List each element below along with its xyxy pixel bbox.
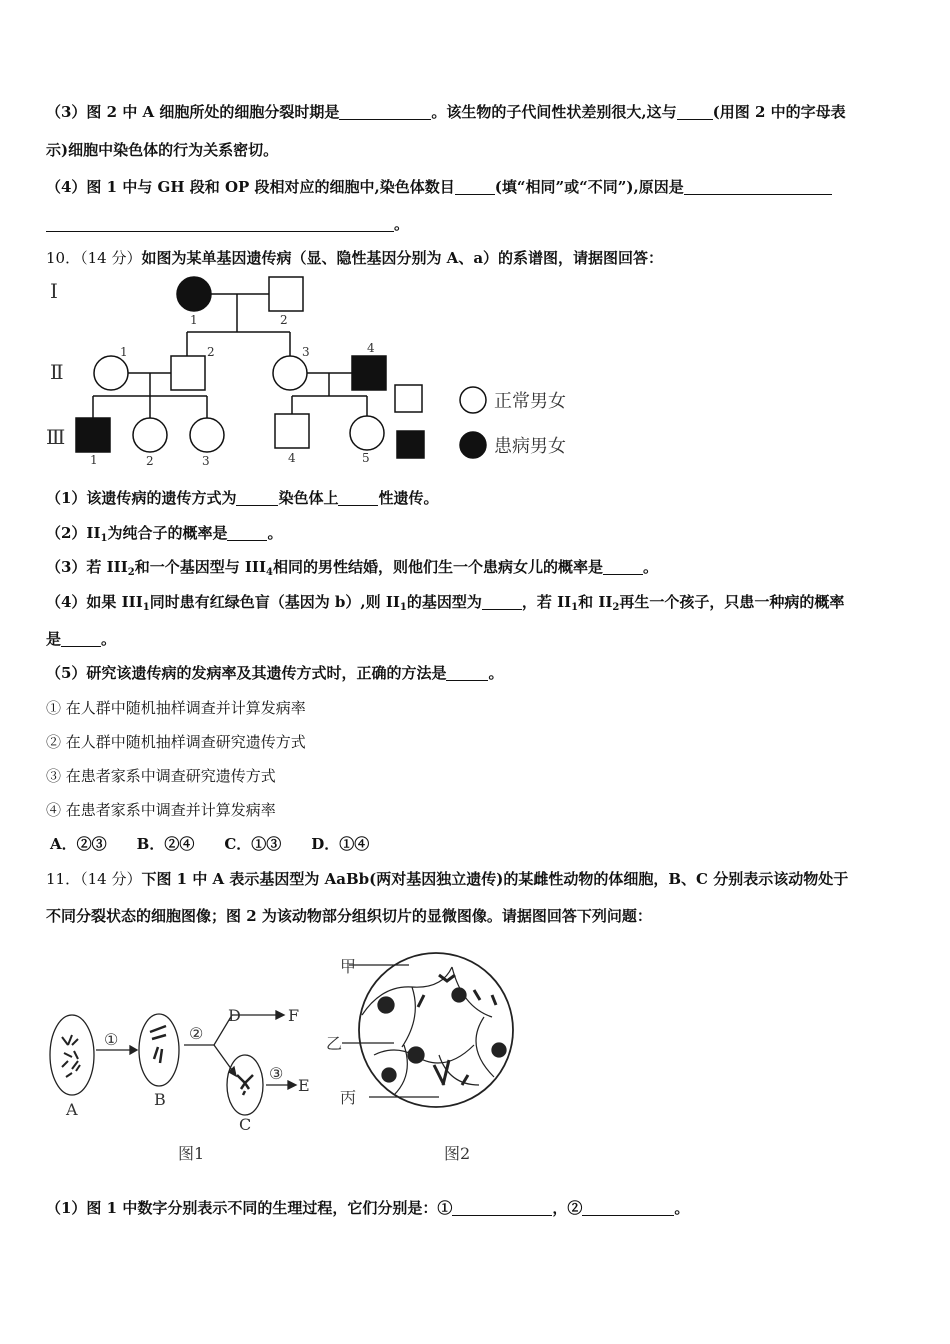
- step-2-label: ②: [189, 1024, 204, 1043]
- cell-nucleus: [378, 997, 394, 1013]
- answer-blank[interactable]: [236, 490, 278, 506]
- generation-label-I: Ⅰ: [50, 279, 58, 303]
- label-F: F: [288, 1006, 300, 1025]
- q10-5-end: 。: [488, 664, 504, 682]
- q10-4-line2: [46, 628, 116, 649]
- q9-3-line2: [46, 139, 278, 160]
- subscript: 1: [100, 533, 108, 544]
- arrow-to-C: [214, 1045, 232, 1070]
- legend-normal-label: 正常男女: [494, 391, 566, 412]
- answer-blank[interactable]: [677, 104, 713, 120]
- figure-1-caption: 图1: [178, 1144, 205, 1163]
- q10-1-text-a: （1）该遗传病的遗传方式为: [46, 489, 237, 507]
- q11-stem-text: 下图 1 中 A 表示基因型为 AaBb(两对基因独立遗传)的某雌性动物的体细胞，B、C 分别表示该动物处于: [141, 870, 849, 888]
- cell-A-chromosomes: [62, 1035, 80, 1077]
- q11-stem-line2: 不同分裂状态的细胞图像；图 2 为该动物部分组织切片的显微图像。请据图回答下列问题：: [46, 907, 652, 925]
- arrowhead: [276, 1011, 284, 1019]
- option-2: ② 在人群中随机抽样调查研究遗传方式: [46, 733, 306, 751]
- individual-number: 1: [120, 345, 128, 359]
- q9-4-text-c: 。: [394, 215, 410, 233]
- subscript: 2: [127, 567, 135, 578]
- pedigree-III3-normal-female: [190, 418, 224, 452]
- step-3-label: ③: [269, 1064, 284, 1083]
- cell-C-chromosomes: [237, 1075, 253, 1095]
- answer-blank[interactable]: [482, 594, 522, 610]
- q10-stem: [46, 247, 663, 268]
- subscript: 1: [571, 602, 579, 613]
- answer-blank[interactable]: [61, 631, 101, 647]
- individual-number: 4: [367, 341, 375, 355]
- label-jia: 甲: [340, 957, 357, 976]
- answer-blank[interactable]: [684, 179, 832, 195]
- individual-number: 4: [288, 451, 296, 465]
- individual-number: 3: [202, 454, 210, 468]
- label-B: B: [154, 1090, 166, 1109]
- answer-blank[interactable]: [227, 525, 267, 541]
- subscript: 1: [399, 602, 407, 613]
- q10-4-text-e: 和 II: [578, 593, 613, 611]
- answer-blank[interactable]: [339, 104, 431, 120]
- q11-1: [46, 1197, 689, 1218]
- pedigree-III1-affected-male: [76, 418, 110, 452]
- pedigree-I2-normal-male: [269, 277, 303, 311]
- q10-5: [46, 662, 503, 683]
- choice-list[interactable]: A．②③ B．②④ C．①③ D．①④: [50, 835, 370, 853]
- pedigree-III5-normal-female: [350, 416, 384, 450]
- microscope-field: [359, 953, 513, 1107]
- answer-blank[interactable]: [338, 490, 378, 506]
- legend-affected-male: [397, 431, 424, 458]
- q9-3-text-d: 示)细胞中染色体的行为关系密切。: [46, 141, 279, 159]
- q10-4-line1: [46, 591, 844, 613]
- q11-1-text-a: （1）图 1 中数字分别表示不同的生理过程，它们分别是：①: [46, 1199, 453, 1217]
- answer-blank[interactable]: [455, 179, 495, 195]
- cell-A: [50, 1015, 94, 1095]
- individual-number: 5: [362, 451, 370, 465]
- q11-stem: [46, 868, 848, 889]
- cell-nucleus: [492, 1043, 506, 1057]
- q10-2: [46, 522, 282, 544]
- answer-blank[interactable]: [582, 1200, 674, 1216]
- q10-4-text-c: 的基因型为: [406, 593, 482, 611]
- q9-3-text-b: 。该生物的子代间性状差别很大,这与: [431, 103, 677, 121]
- q10-4-text-h: 。: [101, 630, 117, 648]
- q10-4-text-a: （4）如果 III: [46, 593, 143, 611]
- pedigree-II2-normal-male: [171, 356, 205, 390]
- q10-2-text-a: （2）II: [46, 524, 101, 542]
- individual-number: 2: [146, 454, 154, 468]
- label-D: D: [228, 1006, 241, 1025]
- subscript: 1: [142, 602, 150, 613]
- individual-number: 2: [280, 313, 288, 327]
- option-1: ① 在人群中随机抽样调查并计算发病率: [46, 699, 306, 717]
- q10-4-text-b: 同时患有红绿色盲（基因为 b）,则 II: [149, 593, 400, 611]
- q10-3-text-a: （3）若 III: [46, 558, 128, 576]
- q10-stem-text: 如图为某单基因遗传病（显、隐性基因分别为 A、a）的系谱图，请据图回答：: [141, 249, 664, 267]
- q9-4-text-a: （4）图 1 中与 GH 段和 OP 段相对应的细胞中,染色体数目: [46, 178, 455, 196]
- q11-1-text-b: ，②: [552, 1199, 583, 1217]
- q10-3-text-b: 和一个基因型与 III: [134, 558, 266, 576]
- cell-nucleus: [382, 1068, 396, 1082]
- option-3: ③ 在患者家系中调查研究遗传方式: [46, 767, 276, 785]
- generation-label-III: Ⅲ: [46, 425, 66, 449]
- cell-B: [139, 1014, 179, 1086]
- q10-4-text-f: 再生一个孩子，只患一种病的概率: [619, 593, 845, 611]
- legend-affected-label: 患病男女: [494, 436, 566, 457]
- answer-blank[interactable]: [46, 216, 394, 232]
- q10-3-text-d: 。: [642, 558, 658, 576]
- q10-4-text-g: 是: [46, 630, 62, 648]
- option-4: ④ 在患者家系中调查并计算发病率: [46, 801, 276, 819]
- legend-affected-female: [460, 432, 486, 458]
- legend-normal-female: [460, 387, 486, 413]
- label-A: A: [66, 1100, 78, 1119]
- q10-1-text-c: 性遗传。: [378, 489, 439, 507]
- q9-3-text-c: (用图 2 中的字母表: [712, 103, 846, 121]
- q10-3: [46, 556, 658, 578]
- q10-1-text-b: 染色体上: [278, 489, 339, 507]
- q9-3-text-a: （3）图 2 中 A 细胞所处的细胞分裂时期是: [46, 103, 340, 121]
- individual-number: 3: [302, 345, 310, 359]
- individual-number: 1: [90, 453, 98, 467]
- pedigree-II3-normal-female: [273, 356, 307, 390]
- pedigree-chart: [44, 272, 584, 472]
- label-C: C: [239, 1115, 252, 1134]
- q10-1: [46, 487, 438, 508]
- label-bing: 丙: [340, 1088, 357, 1107]
- q10-5-text: （5）研究该遗传病的发病率及其遗传方式时，正确的方法是: [46, 664, 447, 682]
- q9-4-line1: [46, 176, 832, 197]
- cell-B-chromosomes: [150, 1026, 166, 1063]
- q10-2-text-b: 为纯合子的概率是: [107, 524, 228, 542]
- arrowhead: [288, 1081, 296, 1089]
- step-1-label: ①: [104, 1030, 119, 1049]
- subscript: 2: [612, 602, 620, 613]
- answer-blank[interactable]: [446, 665, 488, 681]
- q10-4-text-d: ，若 II: [521, 593, 572, 611]
- figure-2-caption: 图2: [444, 1144, 471, 1163]
- question-number: 11．（14 分）: [46, 870, 142, 888]
- label-E: E: [298, 1076, 310, 1095]
- answer-blank[interactable]: [603, 559, 643, 575]
- q9-4-text-b: (填“相同”或“不同”),原因是: [494, 178, 684, 196]
- answer-blank[interactable]: [452, 1200, 552, 1216]
- label-yi: 乙: [326, 1034, 343, 1053]
- q11-1-text-c: 。: [674, 1199, 690, 1217]
- pedigree-II1-normal-female: [94, 356, 128, 390]
- q10-3-text-c: 相同的男性结婚，则他们生一个患病女儿的概率是: [272, 558, 603, 576]
- subscript: 4: [265, 567, 273, 578]
- arrowhead: [130, 1046, 137, 1054]
- individual-number: 2: [207, 345, 215, 359]
- pedigree-II4-affected-male: [352, 356, 386, 390]
- q10-2-text-c: 。: [267, 524, 283, 542]
- pedigree-III2-normal-female: [133, 418, 167, 452]
- generation-label-II: Ⅱ: [50, 360, 64, 384]
- individual-number: 1: [190, 313, 198, 327]
- figure-1-and-2: [44, 935, 564, 1170]
- cell-nucleus: [452, 988, 466, 1002]
- pedigree-I1-affected-female: [177, 277, 211, 311]
- question-number: 10．（14 分）: [46, 249, 142, 267]
- cell-nucleus: [408, 1047, 424, 1063]
- pedigree-III4-normal-male: [275, 414, 309, 448]
- q9-3-line1: [46, 101, 846, 122]
- legend-normal-male: [395, 385, 422, 412]
- q9-4-line2: [46, 213, 409, 234]
